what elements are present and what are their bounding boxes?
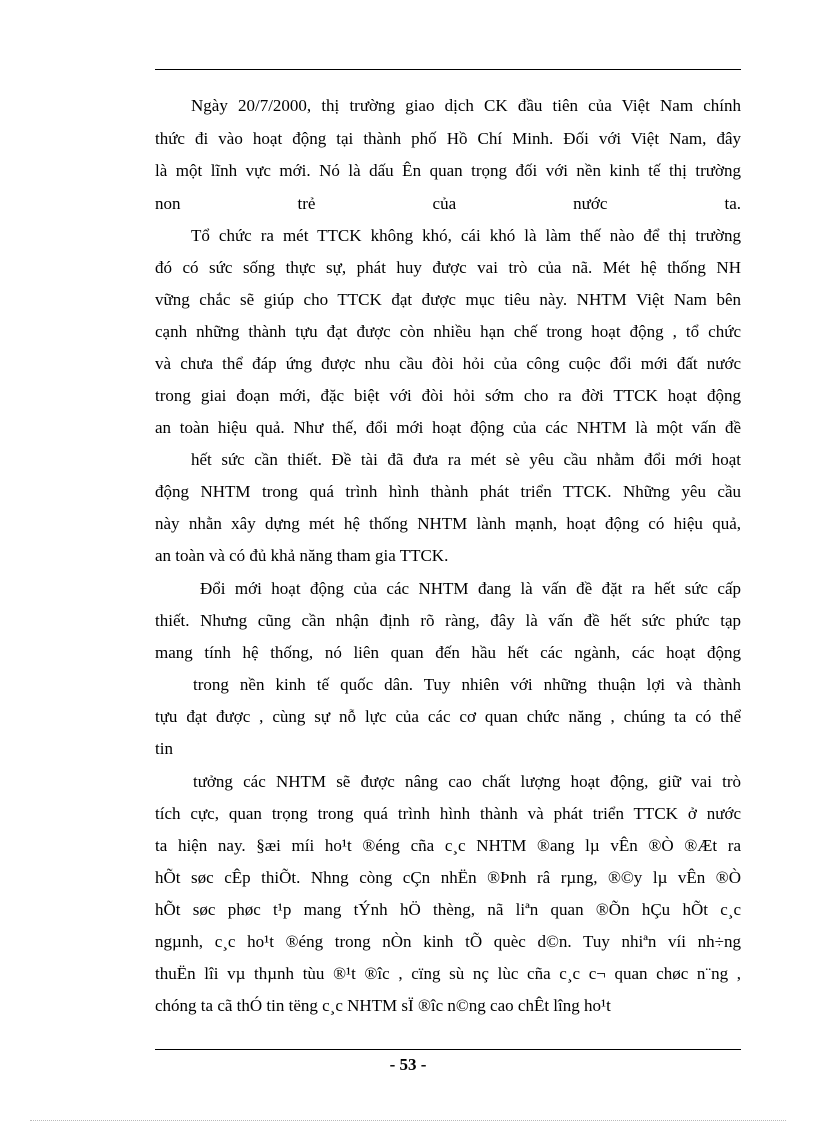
text-line: thức đi vào hoạt động tại thành phố Hồ Chí Minh. Đối với Việt Nam, đây [155,129,741,148]
text-line: tin [155,739,173,758]
text-line: trong nền kinh tế quốc dân. Tuy nhiên với những thuận lợi và thành [193,675,741,694]
text-line: Tổ chức ra mét TTCK không khó, cái khó là làm thế nào để thị trường [191,226,741,245]
text-line: non trẻ của nước ta. [155,194,741,213]
text-line: ta hiện nay. §æi míi ho¹t ®éng cña c¸c NHTM ®ang lµ vÊn ®Ò ®Æt ra [155,836,741,855]
text-line: thuËn lîi vµ thµnh tùu ®¹t ®îc , cïng sù nç lùc cña c¸c c¬ quan chøc n¨ng , [155,964,741,983]
text-line: là một lĩnh vực mới. Nó là dấu Ên quan trọng đối với nền kinh tế thị trường [155,161,741,180]
text-line: thiết. Nhưng cũng cần nhận định rõ ràng, đây là vấn đề hết sức phức tạp [155,611,741,630]
header-rule [155,69,741,70]
text-line: vững chắc sẽ giúp cho TTCK đạt được mục tiêu này. NHTM Việt Nam bên [155,290,741,309]
text-line: tưởng các NHTM sẽ được nâng cao chất lượng hoạt động, giữ vai trò [193,772,741,791]
text-line: đó có sức sống thực sự, phát huy được vai trò của nã. Mét hệ thống NH [155,258,741,277]
text-line: này nhằn xây dựng mét hệ thống NHTM lành mạnh, hoạt động có hiệu quả, [155,514,741,533]
text-line: động NHTM trong quá trình hình thành phát triển TTCK. Những yêu cầu [155,482,741,501]
text-line: mang tính hệ thống, nó liên quan đến hầu hết các ngành, các hoạt động [155,643,741,662]
text-line: trong giai đoạn mới, đặc biệt với đòi hỏi sớm cho ra đời TTCK hoạt động [155,386,741,405]
text-line: Đổi mới hoạt động của các NHTM đang là vấn đề đặt ra hết sức cấp [200,579,741,598]
text-line: an toàn hiệu quả. Như thế, đổi mới hoạt động của các NHTM là một vấn đề [155,418,741,437]
text-line: tích cực, quan trọng trong quá trình hình thành và phát triển TTCK ở nước [155,804,741,823]
text-line: ngµnh, c¸c ho¹t ®éng trong nÒn kinh tÕ quèc d©n. Tuy nhiªn víi nh÷ng [155,932,741,951]
text-line: Ngày 20/7/2000, thị trường giao dịch CK đầu tiên của Việt Nam chính [191,96,741,115]
page-edge-divider [30,1120,786,1121]
text-line: hÕt søc phøc t¹p mang tÝnh hÖ thèng, nã liªn quan ®Õn hÇu hÕt c¸c [155,900,741,919]
text-line: an toàn và có đủ khả năng tham gia TTCK. [155,546,449,565]
footer-rule [155,1049,741,1050]
text-line: hÕt søc cÊp thiÕt. Nhng còng cÇn nhËn ®Þnh râ rµng, ®©y lµ vÊn ®Ò [155,868,741,887]
text-line: hết sức cần thiết. Đề tài đã đưa ra mét sè yêu cầu nhằm đổi mới hoạt [191,450,741,469]
text-line: tựu đạt được , cùng sự nỗ lực của các cơ quan chức năng , chúng ta có thể [155,707,741,726]
text-line: chóng ta cã thÓ tin tëng c¸c NHTM sÏ ®îc n©ng cao chÊt lîng ho¹t [155,996,611,1015]
text-line: cạnh những thành tựu đạt được còn nhiều hạn chế trong hoạt động , tổ chức [155,322,741,341]
text-line: và chưa thể đáp ứng được nhu cầu đòi hỏi của công cuộc đổi mới đất nước [155,354,741,373]
page-number: - 53 - [389,1055,427,1074]
